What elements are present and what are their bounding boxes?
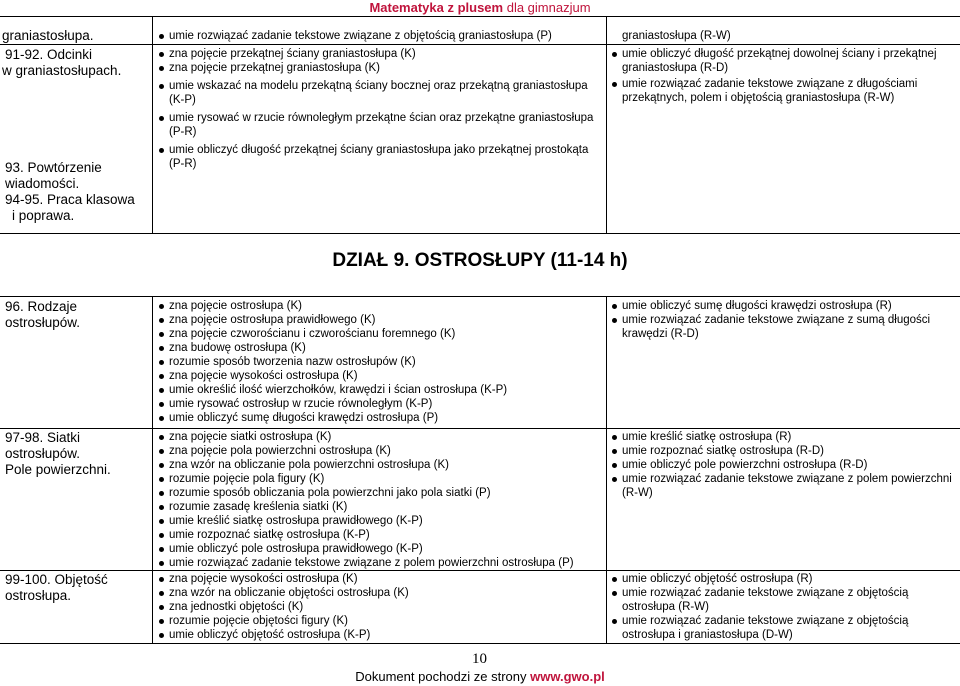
list-item: zna pojęcie pola powierzchni ostrosłupa (K) [155, 444, 605, 458]
table-col-divider [152, 16, 153, 233]
topic-line: ostrosłupów. [5, 315, 81, 330]
list-item: umie obliczyć sumę długości krawędzi ostrosłupa (R) [608, 299, 958, 313]
list-item: zna pojęcie ostrosłupa prawidłowego (K) [155, 313, 605, 327]
topic-cell [2, 430, 152, 478]
list-item: zna pojęcie przekątnej ściany graniastosłupa (K) [155, 47, 605, 61]
advanced-requirements-cell [608, 430, 958, 500]
topic-line: Pole powierzchni. [5, 462, 111, 477]
topic-line: ostrosłupa. [5, 588, 72, 603]
topic-cell [2, 299, 152, 331]
list-item: umie rozwiązać zadanie tekstowe związane z objętością ostrosłupa (R-W) [608, 586, 958, 614]
list-item: umie obliczyć długość przekątnej ściany graniastosłupa jako przekątnej prostokąta (P-R) [155, 143, 605, 171]
table-top-border [0, 16, 960, 17]
topic-line: 99-100. Objętość [5, 572, 108, 587]
list-item: rozumie sposób tworzenia nazw ostrosłupów (K) [155, 355, 605, 369]
list-item: zna pojęcie siatki ostrosłupa (K) [155, 430, 605, 444]
list-item: umie obliczyć sumę długości krawędzi ostrosłupa (P) [155, 411, 605, 425]
advanced-requirements-cell [608, 29, 958, 43]
list-item: umie rozwiązać zadanie tekstowe związane z objętością ostrosłupa i graniastosłupa (D-W) [608, 614, 958, 642]
page-number: 10 [472, 651, 487, 667]
list-item: umie wskazać na modelu przekątną ściany bocznej oraz przekątną graniastosłupa (K-P) [155, 79, 605, 107]
list-item: zna jednostki objętości (K) [155, 600, 605, 614]
list-item: umie rozwiązać zadanie tekstowe związane z długościami przekątnych, polem i objętością graniastosłupa (R-W) [608, 77, 958, 105]
table-col-divider [152, 296, 153, 643]
list-item: zna pojęcie wysokości ostrosłupa (K) [155, 369, 605, 383]
topic-cell [2, 28, 152, 44]
table-bottom-border [0, 233, 960, 234]
list-item: umie obliczyć objętość ostrosłupa (R) [608, 572, 958, 586]
list-item: umie obliczyć pole powierzchni ostrosłupa (R-D) [608, 458, 958, 472]
topic-cell [2, 160, 152, 224]
page-footer [0, 669, 960, 685]
page-header [0, 0, 960, 16]
list-item: umie rozwiązać zadanie tekstowe związane z polem powierzchni (R-W) [608, 472, 958, 500]
list-item: zna pojęcie ostrosłupa (K) [155, 299, 605, 313]
list-item: zna budowę ostrosłupa (K) [155, 341, 605, 355]
list-item-continuation: graniastosłupa (R-W) [622, 30, 731, 42]
list-item: umie rozpoznać siatkę ostrosłupa (K-P) [155, 528, 605, 542]
list-item: umie rysować w rzucie równoległym przekątne ścian oraz przekątne graniastosłupa (P-R) [155, 111, 605, 139]
list-item: umie obliczyć pole ostrosłupa prawidłowego (K-P) [155, 542, 605, 556]
basic-requirements-cell [155, 47, 605, 171]
footer-text: Dokument pochodzi ze strony [355, 669, 531, 684]
list-item: umie obliczyć objętość ostrosłupa (K-P) [155, 628, 605, 642]
header-brand: Matematyka z plusem [369, 0, 504, 15]
basic-requirements-cell [155, 29, 605, 43]
table-row-divider [0, 570, 960, 571]
footer-link[interactable]: www.gwo.pl [530, 669, 605, 684]
basic-requirements-cell [155, 430, 605, 570]
list-item: umie rozwiązać zadanie tekstowe związane z polem powierzchni ostrosłupa (P) [155, 556, 605, 570]
list-item: umie rozwiązać zadanie tekstowe związane z sumą długości krawędzi (R-D) [608, 313, 958, 341]
basic-requirements-cell [155, 572, 605, 642]
topic-line: ostrosłupów. [5, 446, 81, 461]
topic-line: 97-98. Siatki [5, 430, 81, 445]
list-item: rozumie pojęcie pola figury (K) [155, 472, 605, 486]
topic-line: 91-92. Odcinki [5, 47, 93, 62]
list-item: umie rozwiązać zadanie tekstowe związane z objętością graniastosłupa (P) [155, 29, 605, 43]
list-item: rozumie pojęcie objętości figury (K) [155, 614, 605, 628]
table-col-divider [606, 16, 607, 233]
advanced-requirements-cell [608, 572, 958, 642]
table-row-divider [0, 428, 960, 429]
section-title: DZIAŁ 9. OSTROSŁUPY (11-14 h) [332, 250, 628, 271]
table-col-divider [606, 296, 607, 643]
list-item: umie kreślić siatkę ostrosłupa (R) [608, 430, 958, 444]
list-item: zna pojęcie przekątnej graniastosłupa (K) [155, 61, 605, 75]
topic-line: graniastosłupa. [2, 28, 94, 43]
topic-cell [2, 572, 152, 604]
table-top-border [0, 296, 960, 297]
header-subtitle: dla gimnazjum [503, 0, 591, 15]
list-item: rozumie sposób obliczania pola powierzchni jako pola siatki (P) [155, 486, 605, 500]
list-item: zna wzór na obliczanie pola powierzchni ostrosłupa (K) [155, 458, 605, 472]
topic-line: 94-95. Praca klasowa [5, 192, 135, 207]
topic-cell [2, 47, 152, 79]
table-bottom-border [0, 643, 960, 644]
list-item: rozumie zasadę kreślenia siatki (K) [155, 500, 605, 514]
list-item: umie określić ilość wierzchołków, krawędzi i ścian ostrosłupa (K-P) [155, 383, 605, 397]
advanced-requirements-cell [608, 47, 958, 105]
list-item: umie obliczyć długość przekątnej dowolnej ściany i przekątnej graniastosłupa (R-D) [608, 47, 958, 75]
topic-line: wiadomości. [5, 176, 80, 191]
basic-requirements-cell [155, 299, 605, 425]
list-item: zna pojęcie czworościanu i czworościanu foremnego (K) [155, 327, 605, 341]
topic-line: 93. Powtórzenie [5, 160, 102, 175]
topic-line: w graniastosłupach. [2, 63, 122, 78]
list-item: zna pojęcie wysokości ostrosłupa (K) [155, 572, 605, 586]
list-item: umie rozpoznać siatkę ostrosłupa (R-D) [608, 444, 958, 458]
topic-line: i poprawa. [12, 208, 75, 223]
table-row-divider [0, 44, 960, 45]
topic-line: 96. Rodzaje [5, 299, 78, 314]
advanced-requirements-cell [608, 299, 958, 341]
list-item: zna wzór na obliczanie objętości ostrosłupa (K) [155, 586, 605, 600]
list-item: umie kreślić siatkę ostrosłupa prawidłowego (K-P) [155, 514, 605, 528]
list-item: umie rysować ostrosłup w rzucie równoległym (K-P) [155, 397, 605, 411]
